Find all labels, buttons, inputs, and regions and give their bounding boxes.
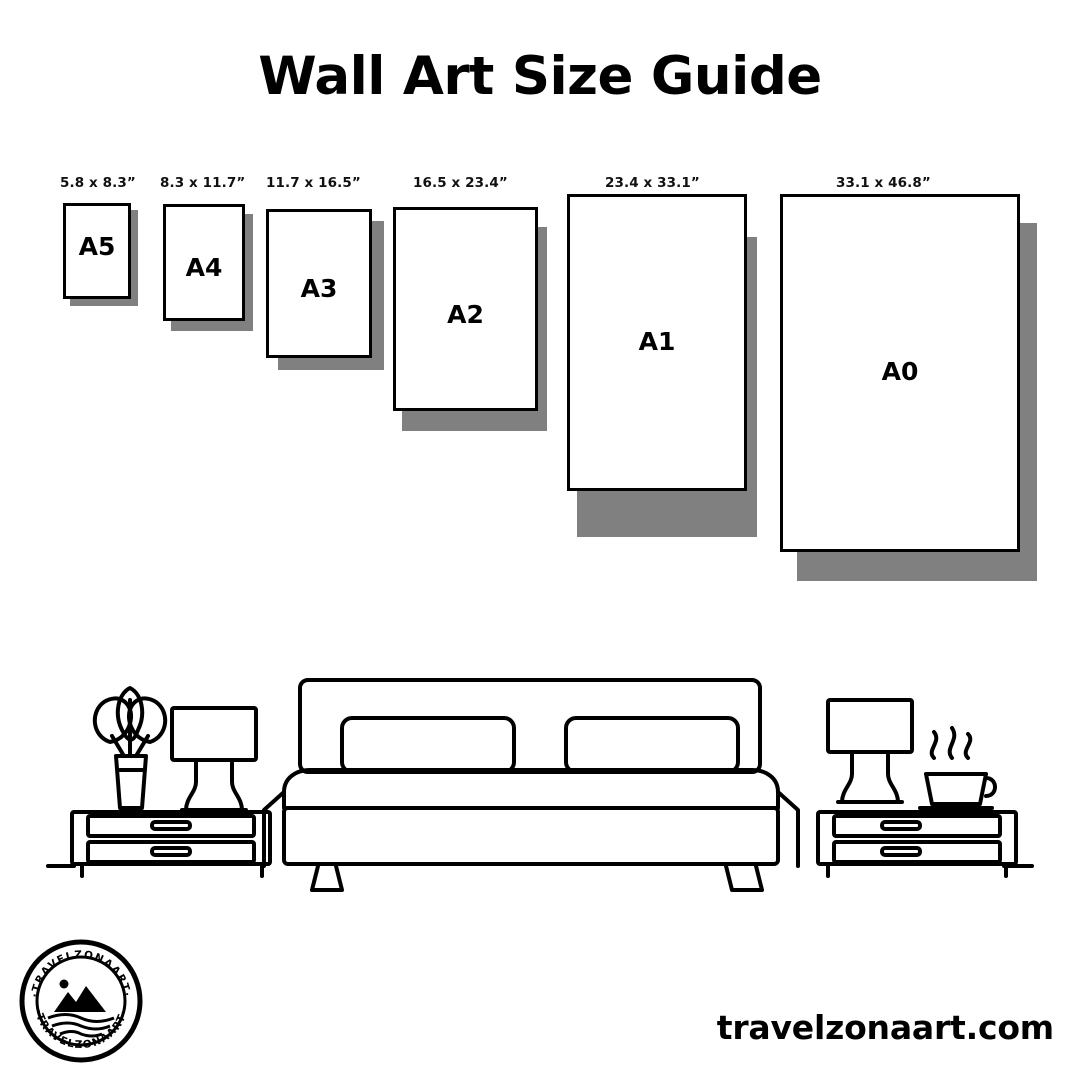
size-frame-a3-box[interactable]: [266, 209, 372, 358]
size-frame-a1-dimensions: 23.4 x 33.1”: [605, 175, 700, 191]
table-lamp-left: [172, 708, 256, 810]
logo-bottom-text: ·TRAVELZONAART·: [31, 1008, 131, 1052]
size-frame-a3-label: A3: [300, 274, 338, 303]
page-title: Wall Art Size Guide: [258, 46, 822, 107]
size-frame-a3-dimensions: 11.7 x 16.5”: [266, 175, 361, 191]
size-frame-a0-dimensions: 33.1 x 46.8”: [836, 175, 931, 191]
coffee-cup: [920, 728, 995, 808]
size-frame-a2-label: A2: [447, 300, 484, 329]
size-frame-a5-dimensions: 5.8 x 8.3”: [60, 175, 136, 191]
logo-top-text: ·TRAVELZONAART·: [29, 948, 133, 999]
size-frame-a0-box[interactable]: [780, 194, 1020, 552]
size-frame-a2-dimensions: 16.5 x 23.4”: [413, 175, 508, 191]
plant-vase: [95, 688, 165, 808]
logo-mountain-icon: [48, 980, 114, 1037]
size-frame-a1-box[interactable]: [567, 194, 747, 491]
size-frame-a2-box[interactable]: [393, 207, 538, 411]
size-frame-a5-label: A5: [78, 232, 116, 261]
bed: [264, 680, 798, 890]
website-url[interactable]: travelzonaart.com: [716, 1008, 1054, 1047]
nightstand-right: [818, 812, 1016, 876]
size-frame-a4-dimensions: 8.3 x 11.7”: [160, 175, 246, 191]
nightstand-left: [72, 812, 270, 876]
size-frame-a4-label: A4: [185, 253, 223, 282]
table-lamp-right: [828, 700, 912, 802]
bedroom-scene: [0, 560, 1080, 920]
size-frame-a5-box[interactable]: [63, 203, 131, 299]
size-frame-a4-box[interactable]: [163, 204, 245, 321]
size-frame-a1-label: A1: [638, 327, 676, 356]
size-frame-a0-label: A0: [881, 357, 919, 386]
brand-logo: [18, 938, 144, 1064]
